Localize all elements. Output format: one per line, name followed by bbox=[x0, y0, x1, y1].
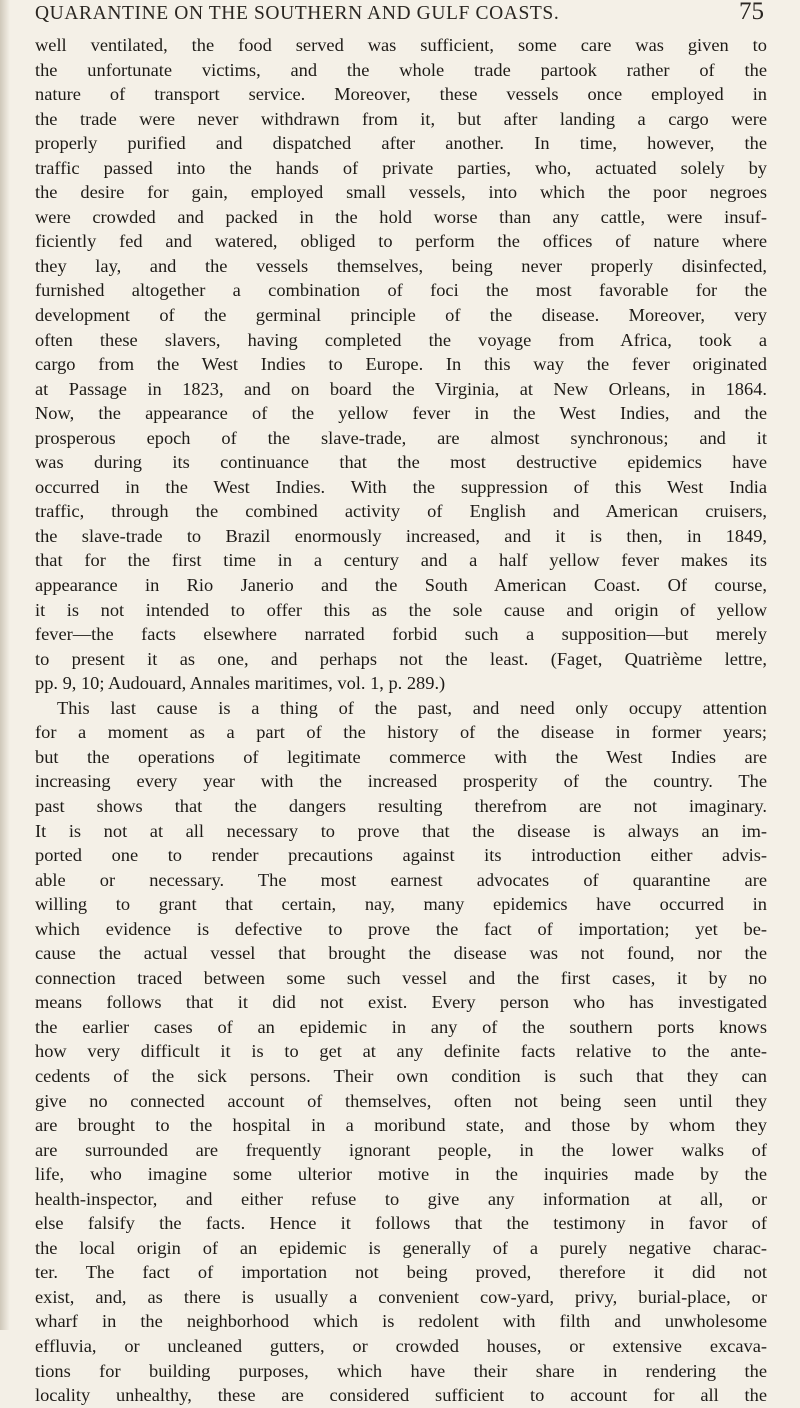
text-line: are surrounded are frequently ignorant people, in the lower walks of bbox=[35, 1139, 767, 1160]
text-line: furnished altogether a combination of foci the most favorable for the bbox=[35, 280, 767, 301]
text-line: which evidence is defective to prove the fact of importation; yet be- bbox=[35, 918, 767, 939]
text-line: for a moment as a part of the history of the disease in former years; bbox=[35, 722, 767, 743]
text-line: past shows that the dangers resulting therefrom are not imaginary. bbox=[35, 795, 767, 816]
text-line: means follows that it did not exist. Every person who has investigated bbox=[35, 992, 767, 1013]
text-line: prosperous epoch of the slave-trade, are almost synchronous; and it bbox=[35, 427, 767, 448]
text-line: else falsify the facts. Hence it follows that the testimony in favor of bbox=[35, 1213, 767, 1234]
text-line: often these slavers, having completed the voyage from Africa, took a bbox=[35, 329, 767, 350]
text-line: connection traced between some such vessel and the first cases, it by no bbox=[35, 967, 767, 988]
text-line: increasing every year with the increased prosperity of the country. The bbox=[35, 771, 767, 792]
text-line: properly purified and dispatched after another. In time, however, the bbox=[35, 133, 767, 154]
text-line: the local origin of an epidemic is generally of a purely negative charac- bbox=[35, 1237, 767, 1258]
text-line: the earlier cases of an epidemic in any of the southern ports knows bbox=[35, 1016, 767, 1037]
text-line: locality unhealthy, these are considered sufficient to account for all the bbox=[35, 1385, 767, 1406]
text-line: but the operations of legitimate commerce with the West Indies are bbox=[35, 746, 767, 767]
text-line: ported one to render precautions against its introduction either advis- bbox=[35, 845, 767, 866]
page-gutter-shadow bbox=[0, 0, 10, 1330]
text-line: ter. The fact of importation not being proved, therefore it did not bbox=[35, 1262, 767, 1283]
text-line: tions for building purposes, which have their share in rendering the bbox=[35, 1360, 767, 1381]
text-line: wharf in the neighborhood which is redolent with filth and unwholesome bbox=[35, 1311, 767, 1332]
text-line: This last cause is a thing of the past, and need only occupy attention bbox=[57, 697, 767, 718]
text-line: cedents of the sick persons. Their own condition is such that they can bbox=[35, 1065, 767, 1086]
text-line: give no connected account of themselves, often not being seen until they bbox=[35, 1090, 767, 1111]
text-line: the trade were never withdrawn from it, but after landing a cargo were bbox=[35, 108, 767, 129]
text-line: traffic passed into the hands of private parties, who, actuated solely by bbox=[35, 157, 767, 178]
running-head: QUARANTINE ON THE SOUTHERN AND GULF COASTS. bbox=[35, 3, 560, 24]
text-line: development of the germinal principle of the disease. Moreover, very bbox=[35, 305, 767, 326]
text-line: that for the first time in a century and a half yellow fever makes its bbox=[35, 550, 767, 571]
text-line: It is not at all necessary to prove that the disease is always an im- bbox=[35, 820, 767, 841]
text-line: health-inspector, and either refuse to give any information at all, or bbox=[35, 1188, 767, 1209]
text-line: nature of transport service. Moreover, these vessels once employed in bbox=[35, 84, 767, 105]
text-line: it is not intended to offer this as the sole cause and origin of yellow bbox=[35, 599, 767, 620]
text-line: traffic, through the combined activity of English and American cruisers, bbox=[35, 501, 767, 522]
text-line: at Passage in 1823, and on board the Virginia, at New Orleans, in 1864. bbox=[35, 378, 767, 399]
text-line: occurred in the West Indies. With the suppression of this West India bbox=[35, 476, 767, 497]
paragraph-2 bbox=[35, 696, 767, 1408]
text-line: willing to grant that certain, nay, many epidemics have occurred in bbox=[35, 894, 767, 915]
text-line: how very difficult it is to get at any definite facts relative to the ante- bbox=[35, 1041, 767, 1062]
text-line: cause the actual vessel that brought the disease was not found, nor the bbox=[35, 943, 767, 964]
text-line: exist, and, as there is usually a convenient cow-yard, privy, burial-place, or bbox=[35, 1286, 767, 1307]
text-line: effluvia, or uncleaned gutters, or crowded houses, or extensive excava- bbox=[35, 1335, 767, 1356]
text-line: was during its continuance that the most destructive epidemics have bbox=[35, 452, 767, 473]
text-line: the unfortunate victims, and the whole trade partook rather of the bbox=[35, 59, 767, 80]
page-header bbox=[0, 0, 800, 30]
text-line: life, who imagine some ulterior motive in the inquiries made by the bbox=[35, 1164, 767, 1185]
paragraph-1 bbox=[35, 33, 767, 696]
text-line: ficiently fed and watered, obliged to perform the offices of nature where bbox=[35, 231, 767, 252]
page-number: 75 bbox=[739, 0, 764, 25]
body-text bbox=[35, 33, 767, 1408]
text-line: were crowded and packed in the hold worse than any cattle, were insuf- bbox=[35, 206, 767, 227]
text-line: the desire for gain, employed small vessels, into which the poor negroes bbox=[35, 182, 767, 203]
text-line: Now, the appearance of the yellow fever in the West Indies, and the bbox=[35, 403, 767, 424]
text-line: cargo from the West Indies to Europe. In this way the fever originated bbox=[35, 354, 767, 375]
text-line: they lay, and the vessels themselves, being never properly disinfected, bbox=[35, 255, 767, 276]
text-line: are brought to the hospital in a moribund state, and those by whom they bbox=[35, 1115, 767, 1136]
text-line: appearance in Rio Janerio and the South American Coast. Of course, bbox=[35, 575, 767, 596]
text-line: well ventilated, the food served was sufficient, some care was given to bbox=[35, 35, 767, 55]
text-line: the slave-trade to Brazil enormously increased, and it is then, in 1849, bbox=[35, 525, 767, 546]
text-line: fever—the facts elsewhere narrated forbid such a supposition—but merely bbox=[35, 624, 767, 645]
text-line: to present it as one, and perhaps not the least. (Faget, Quatrième lettre, bbox=[35, 648, 767, 669]
text-line: pp. 9, 10; Audouard, Annales maritimes, vol. 1, p. 289.) bbox=[35, 673, 446, 694]
text-line: able or necessary. The most earnest advocates of quarantine are bbox=[35, 869, 767, 890]
